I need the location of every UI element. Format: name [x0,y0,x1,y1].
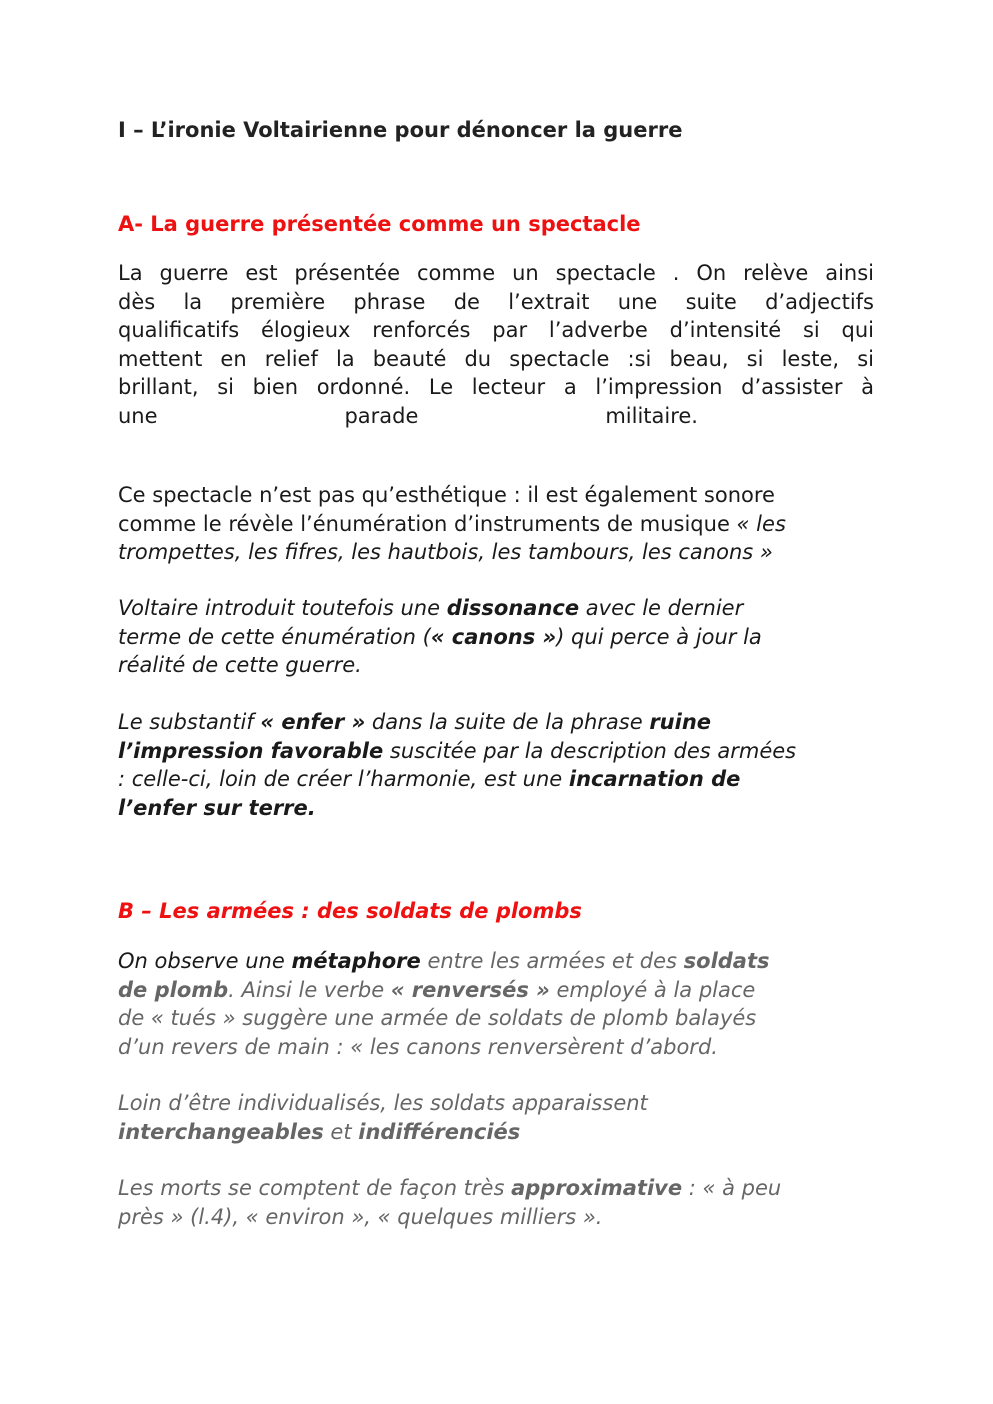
section-b-heading: B – Les armées : des soldats de plombs [118,899,582,923]
text-line [118,510,874,539]
section-b-paragraph-2 [118,1089,874,1146]
text-span: entre les armées et des [420,949,684,973]
text-span: et [323,1119,359,1144]
section-a-paragraph-2 [118,481,874,567]
text-line [118,345,874,374]
text-line [118,288,874,317]
page-title: I – L’ironie Voltairienne pour dénoncer la guerre [118,118,683,142]
text-span: Les morts se comptent de façon très [118,1176,512,1200]
text-line-content: brillant, si bien ordonné. Le lecteur a l’impression d’assister à [118,375,874,399]
section-b-paragraph-3 [118,1174,874,1231]
text-span: employé à la place [549,977,756,1002]
word: parade [344,403,419,428]
text-line: de « tués » suggère une armée de soldats de plomb balayés [118,1006,757,1030]
text-line [118,316,874,345]
text-line: trompettes, les fifres, les hautbois, les tambours, les canons » [118,540,773,564]
emphasis: l’impression favorable [118,738,384,763]
text-line [118,708,874,737]
text-span: : « à peu [682,1176,782,1200]
section-a-paragraph-3 [118,594,874,680]
emphasis: « canons » [430,624,557,649]
emphasis: de plomb [118,977,229,1002]
emphasis: ruine [649,710,712,734]
emphasis: approximative [511,1176,683,1200]
text-line: réalité de cette guerre. [118,653,362,677]
text-span: On observe une [118,949,292,973]
text-line [118,1174,874,1203]
word: militaire. [605,403,698,428]
emphasis: soldats [683,949,770,973]
text-line: près » (l.4), « environ », « quelques milliers ». [118,1204,603,1229]
emphasis: dissonance [446,596,580,620]
text-span: suscitée par la description des armées [383,738,797,763]
text-span: ) qui perce à jour la [556,624,762,649]
text-span: comme le révèle l’énumération d’instruments de musique [118,511,737,536]
text-line-content: mettent en relief la beauté du spectacle :si beau, si leste, si [118,346,874,371]
emphasis: « enfer » [260,710,366,734]
section-b-paragraph-1 [118,947,874,1061]
text-line: d’un revers de main : « les canons renversèrent d’abord. [118,1034,718,1059]
emphasis: « renversés » [390,977,550,1002]
emphasis: indifférenciés [358,1119,521,1144]
text-line [118,259,874,288]
text-line-content: La guerre est présentée comme un spectacle . On relève ainsi [118,261,874,285]
text-line [118,623,874,652]
emphasis: interchangeables [118,1119,324,1144]
quote-span: « les [736,511,786,536]
text-span: : celle-ci, loin de créer l’harmonie, est une [118,767,569,791]
section-a-heading: A- La guerre présentée comme un spectacle [118,212,641,236]
word: une [118,403,158,428]
text-line [118,737,874,766]
section-a-paragraph-4 [118,708,874,822]
text-line [118,594,874,623]
text-span: terme de cette énumération ( [118,624,431,649]
text-line [118,402,698,431]
text-span: avec le dernier [579,596,744,620]
text-line: Loin d’être individualisés, les soldats apparaissent [118,1091,648,1115]
section-a-paragraph-1 [118,259,874,430]
emphasis: incarnation de [568,767,741,791]
text-line [118,976,874,1005]
text-line [118,373,874,402]
text-span: Le substantif [118,710,261,734]
emphasis: l’enfer sur terre. [118,795,316,820]
text-span: dans la suite de la phrase [365,710,650,734]
emphasis: métaphore [291,949,421,973]
text-line-content: dès la première phrase de l’extrait une suite d’adjectifs [118,289,874,314]
text-line [118,765,874,794]
text-line-content: qualificatifs élogieux renforcés par l’adverbe d’intensité si qui [118,318,874,342]
text-line [118,1118,874,1147]
text-line: Ce spectacle n’est pas qu’esthétique : il est également sonore [118,483,775,507]
text-line [118,794,874,823]
text-line [118,947,874,976]
text-span: Voltaire introduit toutefois une [118,596,447,620]
text-span: . Ainsi le verbe [228,977,391,1002]
